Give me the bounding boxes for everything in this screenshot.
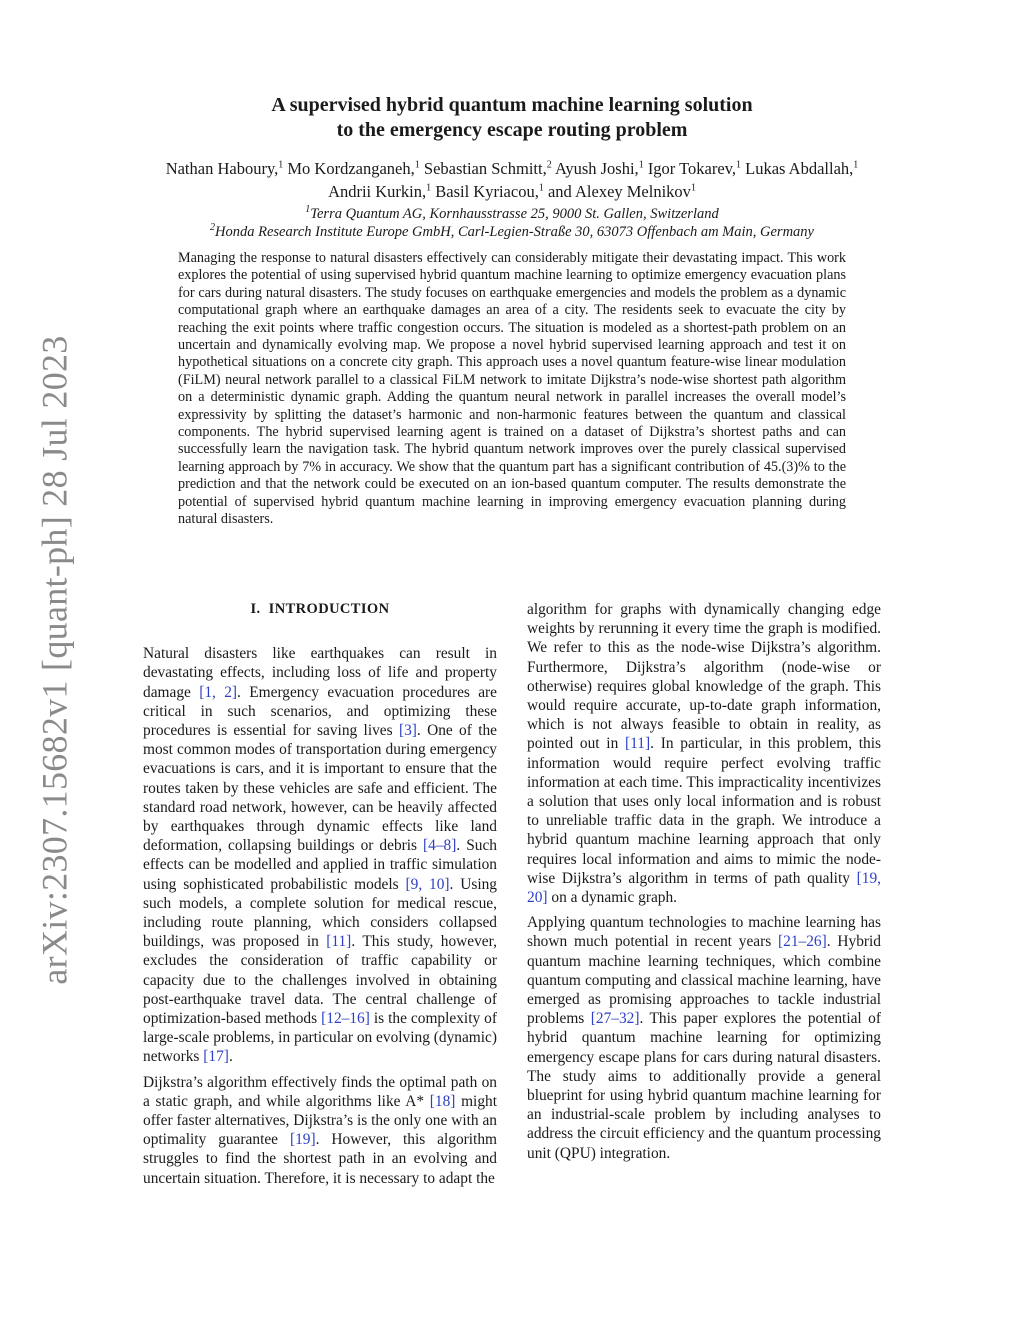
author-name: Sebastian Schmitt, [423, 159, 547, 178]
paper-title [120, 93, 904, 143]
right-column [527, 600, 881, 1169]
author-affiliation-mark: 2 [546, 159, 552, 171]
citation-link[interactable]: [11] [326, 933, 352, 951]
affiliation-text: Terra Quantum AG, Kornhausstrasse 25, 9000 St. Gallen, Switzerland [310, 206, 719, 222]
author-name: Nathan Haboury, [165, 159, 279, 178]
citation-link[interactable]: [4–8] [423, 837, 457, 855]
title-line-1: A supervised hybrid quantum machine learning solution [271, 94, 753, 116]
author-affiliation-mark: 1 [690, 182, 696, 194]
author-affiliation-mark: 1 [414, 159, 420, 171]
citation-link[interactable]: [3] [398, 722, 417, 740]
citation-link[interactable]: [12–16] [321, 1010, 370, 1028]
arxiv-identifier-sidebar [35, 335, 76, 985]
author-affiliation-mark: 1 [638, 159, 644, 171]
author-name: Basil Kyriacou, [435, 182, 539, 201]
author-name: and Alexey Melnikov [547, 182, 691, 201]
author-affiliation-mark: 1 [538, 182, 544, 194]
author-affiliation-mark: 1 [278, 159, 284, 171]
author-name: Andrii Kurkin, [328, 182, 427, 201]
author-list [150, 157, 874, 203]
affiliation-number: 2 [210, 222, 215, 234]
citation-link[interactable]: [27–32] [590, 1010, 640, 1028]
author-name: Ayush Joshi, [554, 159, 639, 178]
abstract: Managing the response to natural disasters effectively can considerably mitigate their devastating impact. This work explores the potential of using supervised hybrid quantum machine learning to optimize emergency evacuation plans for cars during natural disasters. The study focuses on earthquake emergencies and models the problem as a dynamic computational graph where an earthquake damages an area of a city. The residents seek to evacuate the city by reaching the exit points where traffic congestion occurs. The situation is modeled as a shortest-path problem on an uncertain and dynamically evolving map. We propose a novel hybrid supervised learning approach and test it on hypothetical situations on a concrete city graph. This approach uses a novel quantum feature-wise linear modulation (FiLM) neural network parallel to a classical FiLM network to imitate Dijkstra’s node-wise shortest path algorithm on a deterministic dynamic graph. Adding the quantum neural network in parallel increases the overall model’s expressivity by splitting the dataset’s harmonic and non-harmonic features between the quantum and classical components. The hybrid supervised learning agent is trained on a dataset of Dijkstra’s shortest paths and can successfully learn the navigation task. The hybrid quantum network improves over the purely classical supervised learning approach by 7% in accuracy. We show that the quantum part has a significant contribution of 45.(3)% to the prediction and that the network could be executed on an ion-based quantum computer. The results demonstrate the potential of supervised hybrid quantum machine learning in improving emergency evacuation planning during natural disasters. [178, 250, 846, 528]
body-paragraph: Natural disasters like earthquakes can result in devastating effects, including loss of life and property damage [1, 2]. Emergency evacuation procedures are critical in such scenarios, and optimizing these procedures is essential for saving lives [3]. One of the most common modes of transportation during emergency evacuations is cars, and it is important to ensure that the routes taken by these vehicles are safe and efficient. The standard road network, however, can be heavily affected by earthquakes through dynamic effects like land deformation, collapsing buildings or debris [4–8]. Such effects can be modelled and applied in traffic simulation using sophisticated probabilistic models [9, 10]. Using such models, a complete solution for medical rescue, including route planning, which considers collapsed buildings, was proposed in [11]. This study, however, excludes the consideration of traffic capability or capacity due to the challenges involved in obtaining post-earthquake travel data. The central challenge of optimization-based methods [12–16] is the complexity of large-scale problems, in particular on evolving (dynamic) networks [17]. [143, 645, 498, 1066]
citation-link[interactable]: [9, 10] [405, 875, 450, 893]
body-paragraph: Applying quantum technologies to machine learning has shown much potential in recent years [21–26]. Hybrid quantum machine learning techniques, which combine quantum computing and classical machine learning, have emerged as promising approaches to tackle industrial problems [27–32]. This paper explores the potential of hybrid quantum machine learning for optimizing emergency escape plans for cars during natural disasters. The study aims to additionally provide a general blueprint for using hybrid quantum machine learning for an industrial-scale problem by including analyses to address the circuit efficiency and the quantum processing unit (QPU) integration. [527, 914, 881, 1162]
citation-link[interactable]: [19, 20] [527, 869, 881, 907]
body-paragraph: Dijkstra’s algorithm effectively finds the optimal path on a static graph, and while algorithms like A* [18] might offer faster alternatives, Dijkstra’s is the only one with an optimality guarantee [19]. However, this algorithm struggles to find the shortest path in an evolving and uncertain situation. Therefore, it is necessary to adapt the [143, 1073, 498, 1187]
author-name: Mo Kordzanganeh, [287, 159, 415, 178]
left-column [143, 600, 497, 1194]
section-title: INTRODUCTION [268, 601, 390, 617]
citation-link[interactable]: [19] [289, 1131, 316, 1149]
section-number: I. [250, 601, 261, 617]
title-line-2: to the emergency escape routing problem [336, 119, 688, 141]
affiliation-text: Honda Research Institute Europe GmbH, Carl-Legien-Straße 30, 63073 Offenbach am Main, Germany [215, 224, 814, 240]
citation-link[interactable]: [11] [625, 735, 651, 753]
author-affiliation-mark: 1 [853, 159, 859, 171]
section-heading [143, 600, 497, 619]
citation-link[interactable]: [17] [203, 1048, 229, 1066]
citation-link[interactable]: [18] [429, 1092, 456, 1110]
affiliation-1 [110, 205, 914, 224]
affiliation-2 [110, 223, 914, 242]
citation-link[interactable]: [21–26] [778, 933, 827, 951]
author-affiliation-mark: 1 [736, 159, 742, 171]
affiliation-number: 1 [305, 204, 311, 216]
citation-link[interactable]: [1, 2] [199, 683, 238, 701]
author-affiliation-mark: 1 [426, 182, 432, 194]
author-name: Igor Tokarev, [647, 159, 737, 178]
arxiv-identifier: arXiv:2307.15682v1 [quant-ph] 28 Jul 2023 [35, 335, 76, 985]
author-name: Lukas Abdallah, [745, 159, 854, 178]
body-paragraph: algorithm for graphs with dynamically changing edge weights by rerunning it every time the graph is modified. We refer to this as the node-wise Dijkstra’s algorithm. Furthermore, Dijkstra’s algorithm (node-wise or otherwise) requires global knowledge of the graph. This would require accurate, up-to-date graph information, which is not always feasible to obtain in reality, as pointed out in [11]. In particular, in this problem, this information would require perfect evolving traffic information at each time. This impracticality incentivizes a solution that uses only local information and is robust to unreliable traffic data in the graph. We introduce a hybrid quantum machine learning approach that only requires local information and aims to mimic the node-wise Dijkstra’s algorithm in terms of path quality [19, 20] on a dynamic graph. [527, 601, 881, 907]
